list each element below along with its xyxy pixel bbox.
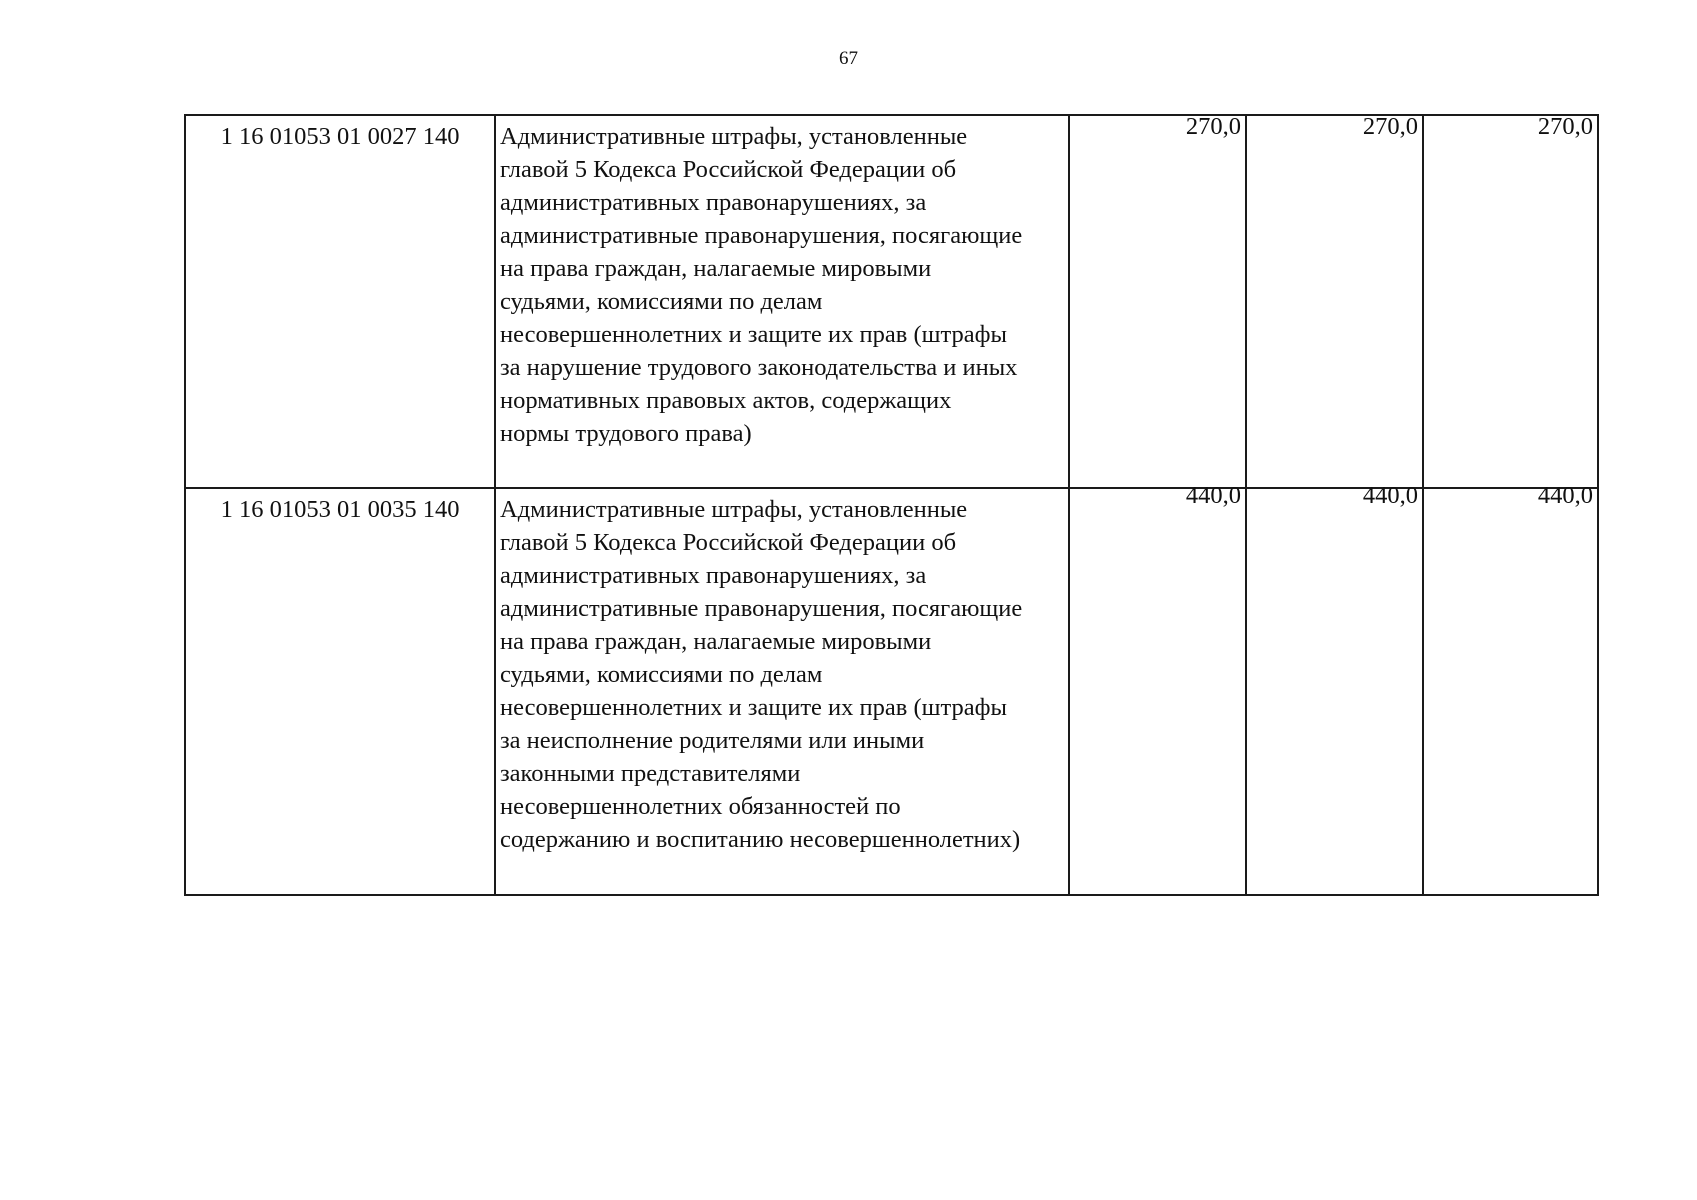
value-text: 270,0 bbox=[1185, 113, 1241, 140]
description-line: несовершеннолетних и защите их прав (штрафы bbox=[500, 694, 1007, 721]
table-row bbox=[185, 115, 1598, 488]
description-cell bbox=[495, 488, 1069, 895]
description-line: за неисполнение родителями или иными bbox=[500, 727, 925, 754]
value-cell-2 bbox=[1246, 115, 1423, 488]
description-line: судьями, комиссиями по делам bbox=[500, 661, 823, 688]
description-line: на права граждан, налагаемые мировыми bbox=[500, 255, 932, 282]
value-text: 270,0 bbox=[1362, 113, 1418, 140]
description-line: за нарушение трудового законодательства и иных bbox=[500, 354, 1018, 381]
description-line: несовершеннолетних и защите их прав (штрафы bbox=[500, 321, 1007, 348]
value-text: 440,0 bbox=[1185, 482, 1241, 509]
value-text: 440,0 bbox=[1362, 482, 1418, 509]
description-cell bbox=[495, 115, 1069, 488]
value-text: 270,0 bbox=[1537, 113, 1593, 140]
description-line: административные правонарушения, посягающие bbox=[500, 222, 1023, 249]
description-line: административных правонарушениях, за bbox=[500, 189, 927, 216]
value-cell-1 bbox=[1069, 115, 1246, 488]
description-line: нормативных правовых актов, содержащих bbox=[500, 387, 952, 414]
description-line: судьями, комиссиями по делам bbox=[500, 288, 823, 315]
description-line: главой 5 Кодекса Российской Федерации об bbox=[500, 156, 957, 183]
description-line: административных правонарушениях, за bbox=[500, 562, 927, 589]
page-number: 67 bbox=[839, 48, 858, 69]
description-line: Административные штрафы, установленные bbox=[500, 123, 968, 150]
description-line: законными представителями bbox=[500, 760, 801, 787]
value-cell-3 bbox=[1423, 115, 1598, 488]
value-cell-3 bbox=[1423, 482, 1598, 895]
budget-code-cell: 1 16 01053 01 0027 140 bbox=[185, 115, 495, 488]
description-line: главой 5 Кодекса Российской Федерации об bbox=[500, 529, 957, 556]
table-row bbox=[185, 488, 1598, 895]
budget-code-cell: 1 16 01053 01 0035 140 bbox=[185, 488, 495, 895]
description-line: нормы трудового права) bbox=[500, 420, 752, 447]
description-line: содержанию и воспитанию несовершеннолетних) bbox=[500, 826, 1021, 853]
value-cell-1 bbox=[1069, 482, 1246, 895]
description-line: несовершеннолетних обязанностей по bbox=[500, 793, 901, 820]
value-text: 440,0 bbox=[1537, 482, 1593, 509]
budget-table bbox=[184, 114, 1599, 896]
value-cell-2 bbox=[1246, 482, 1423, 895]
description-line: Административные штрафы, установленные bbox=[500, 496, 968, 523]
description-line: на права граждан, налагаемые мировыми bbox=[500, 628, 932, 655]
description-line: административные правонарушения, посягающие bbox=[500, 595, 1023, 622]
